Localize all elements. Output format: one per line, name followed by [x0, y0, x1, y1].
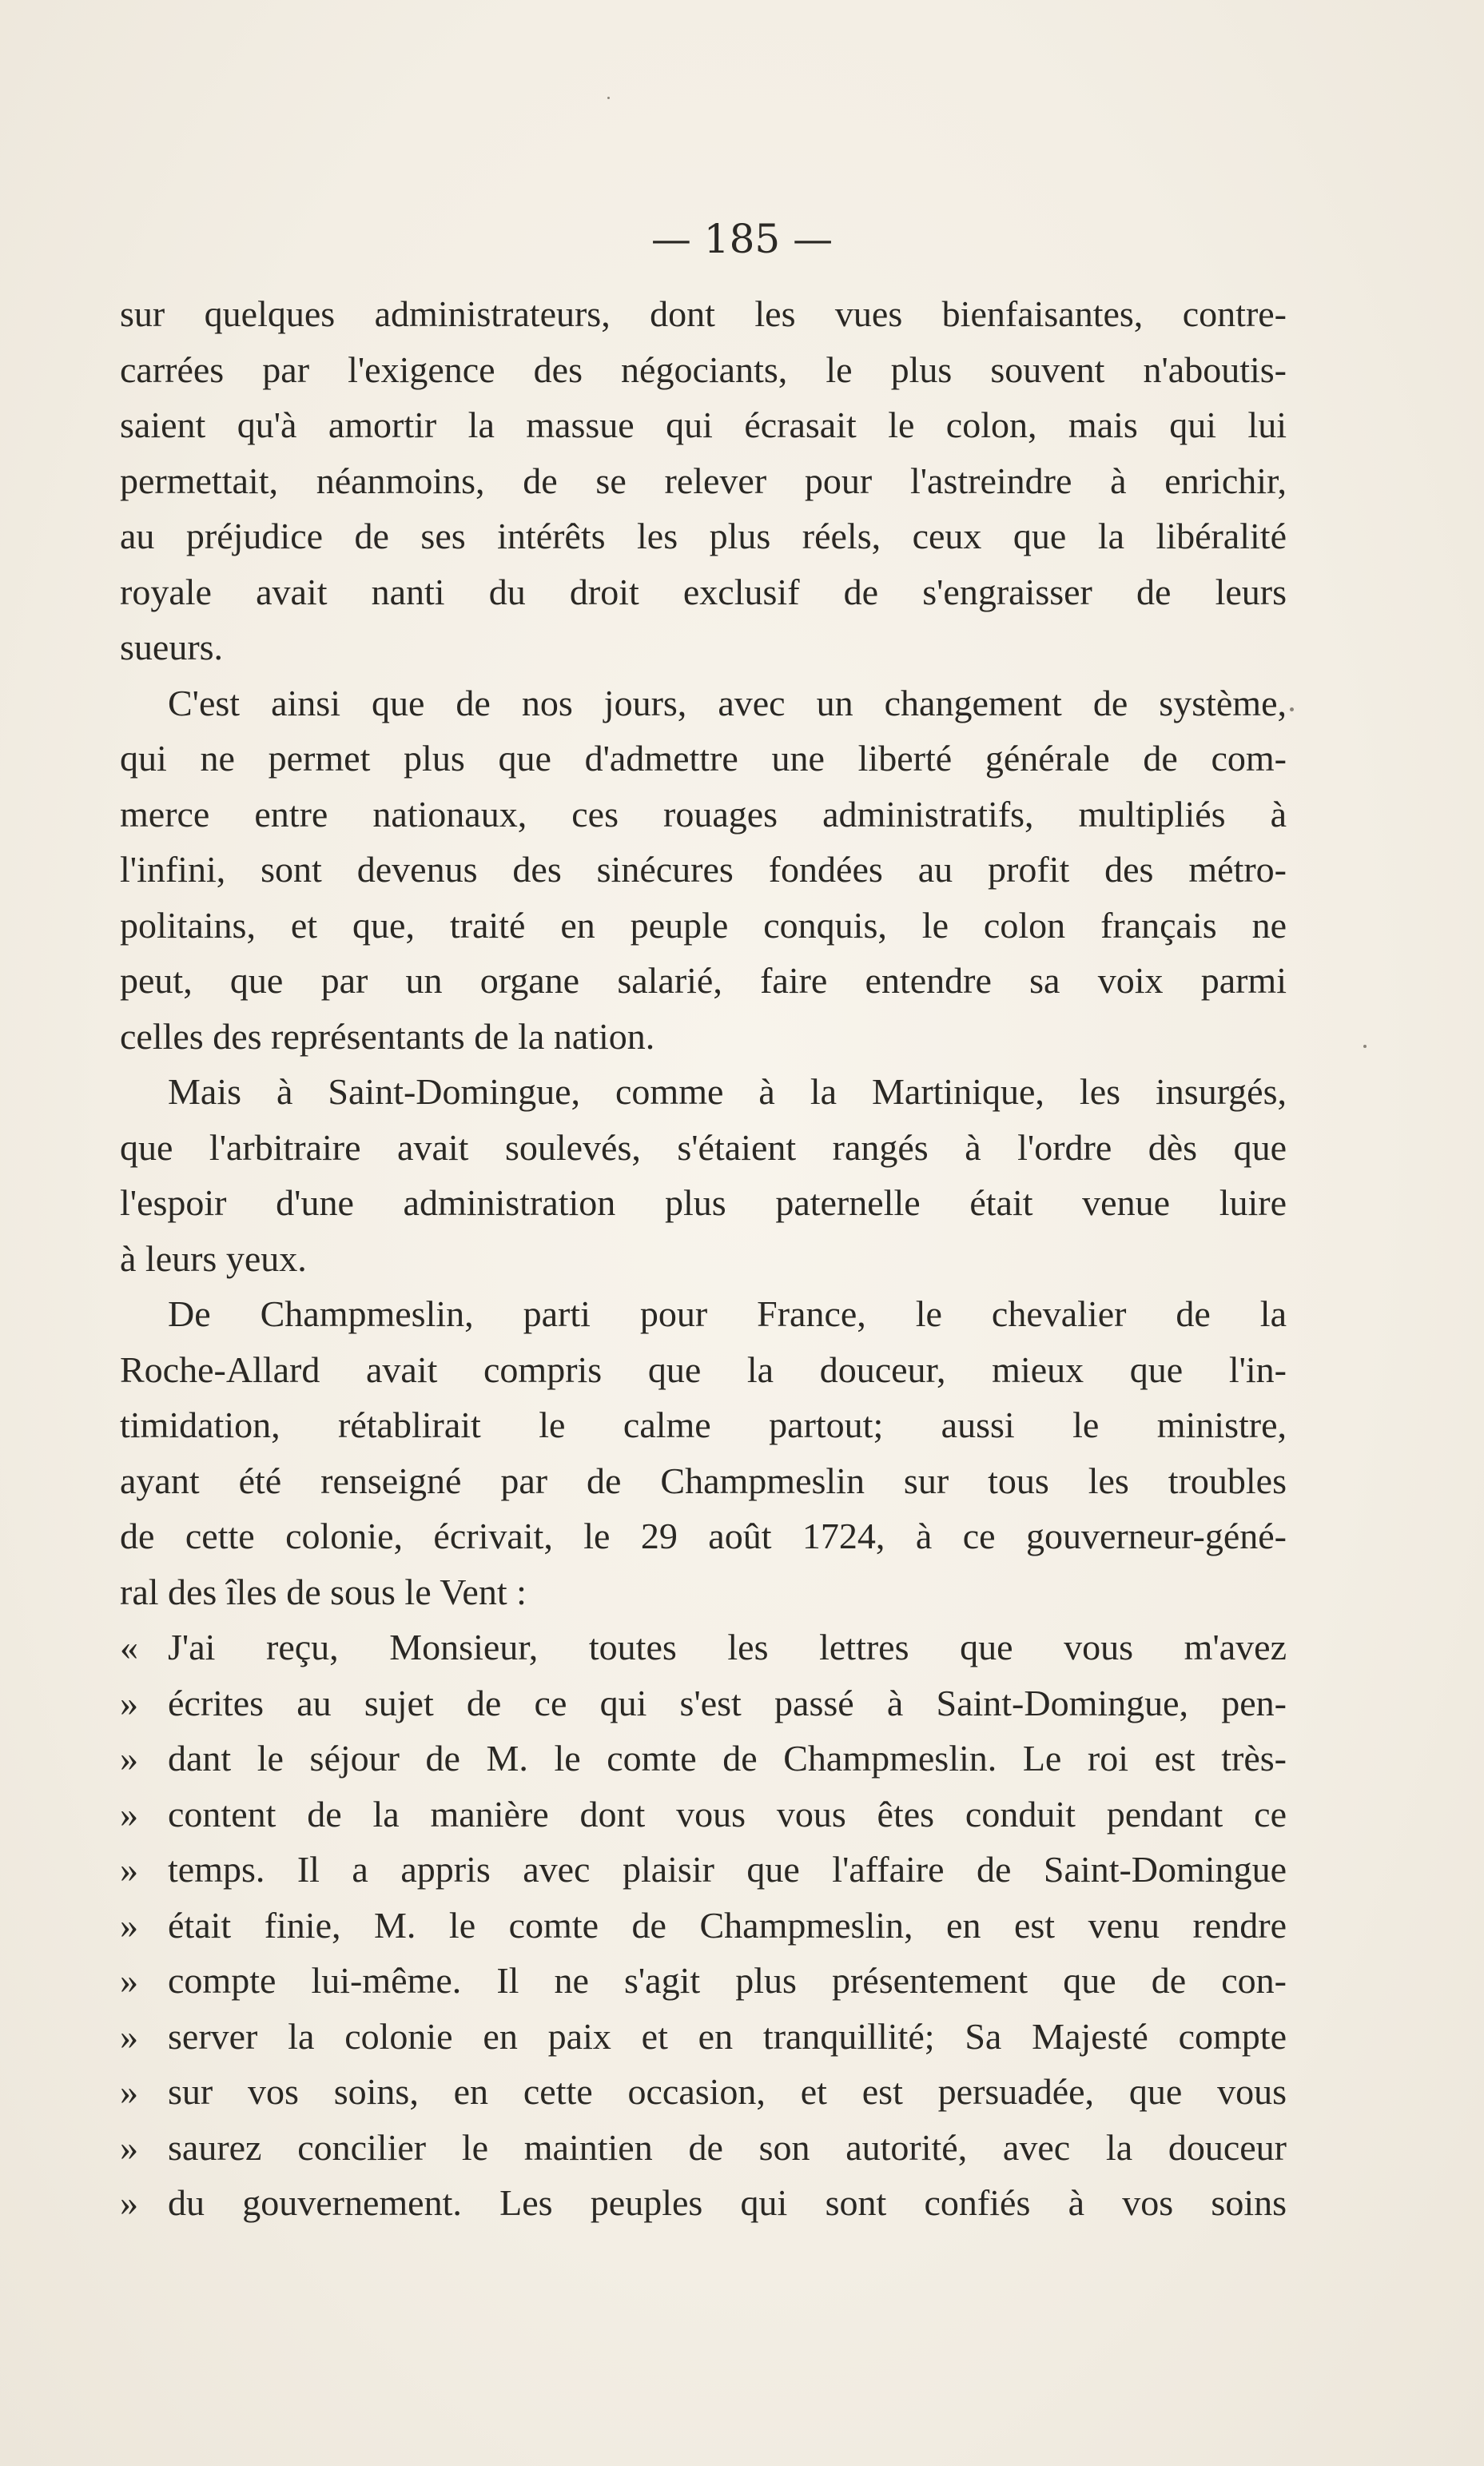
text-line: saient qu'à amortir la massue qui écrasait le colon, mais qui lui — [120, 404, 1287, 445]
text-line: de cette colonie, écrivait, le 29 août 1724, à ce gouverneur-géné- — [120, 1516, 1287, 1556]
quote-line — [120, 1731, 1287, 1787]
paragraph — [120, 286, 1287, 675]
text-line: que l'arbitraire avait soulevés, s'étaient rangés à l'ordre dès que — [120, 1126, 1287, 1168]
quote-mark: » — [120, 1960, 138, 2001]
paper-speck — [1363, 1045, 1367, 1048]
quote-mark: » — [120, 2015, 138, 2057]
quote-text: saurez concilier le maintien de son autorité, avec la douceur — [168, 2126, 1287, 2168]
quote-line — [120, 1842, 1287, 1898]
page-number: — 185 — — [650, 216, 834, 262]
paper-speck — [607, 97, 610, 99]
paragraph — [120, 1286, 1287, 1619]
quote-mark: » — [120, 1682, 138, 1723]
text-line: sur quelques administrateurs, dont les vues bienfaisantes, contre- — [120, 293, 1287, 334]
body-text — [120, 286, 1287, 2231]
quote-text: J'ai reçu, Monsieur, toutes les lettres que vous m'avez — [168, 1627, 1287, 1667]
quote-text: était finie, M. le comte de Champmeslin, en est venu rendre — [168, 1904, 1287, 1946]
quote-mark: « — [120, 1627, 138, 1667]
text-line: sueurs. — [120, 627, 224, 667]
text-line: merce entre nationaux, ces rouages administratifs, multipliés à — [120, 793, 1287, 835]
quote-text: server la colonie en paix et en tranquillité; Sa Majesté compte — [168, 2015, 1287, 2057]
quote-mark: » — [120, 1849, 138, 1890]
quote-mark: » — [120, 2071, 138, 2112]
quote-line — [120, 2009, 1287, 2065]
quote-line — [120, 2175, 1287, 2231]
text-line: C'est ainsi que de nos jours, avec un changement de système, — [168, 682, 1287, 723]
text-line: Roche-Allard avait compris que la douceur, mieux que l'in- — [120, 1349, 1287, 1390]
text-line: qui ne permet plus que d'admettre une liberté générale de com- — [120, 738, 1287, 779]
quote-mark: » — [120, 2126, 138, 2168]
text-line: à leurs yeux. — [120, 1237, 307, 1279]
quote-text: temps. Il a appris avec plaisir que l'affaire de Saint-Domingue — [168, 1849, 1287, 1890]
quote-text: du gouvernement. Les peuples qui sont confiés à vos soins — [168, 2182, 1287, 2223]
quote-text: écrites au sujet de ce qui s'est passé à Saint-Domingue, pen- — [168, 1682, 1287, 1723]
quote-mark: » — [120, 1793, 138, 1835]
text-line: De Champmeslin, parti pour France, le chevalier de la — [168, 1293, 1287, 1334]
text-line: ral des îles de sous le Vent : — [120, 1571, 527, 1612]
text-line: timidation, rétablirait le calme partout; aussi le ministre, — [120, 1404, 1287, 1445]
text-line: Mais à Saint-Domingue, comme à la Martinique, les insurgés, — [168, 1071, 1287, 1112]
quote-line — [120, 1675, 1287, 1731]
quote-line — [120, 1953, 1287, 2009]
text-line: ayant été renseigné par de Champmeslin sur tous les troubles — [120, 1460, 1287, 1501]
text-line: royale avait nanti du droit exclusif de s'engraisser de leurs — [120, 571, 1287, 612]
quote-mark: » — [120, 1738, 138, 1779]
text-line: au préjudice de ses intérêts les plus réels, ceux que la libéralité — [120, 516, 1287, 556]
quote-line — [120, 1619, 1287, 1675]
quote-text: dant le séjour de M. le comte de Champmeslin. Le roi est très- — [168, 1738, 1287, 1779]
paragraph — [120, 675, 1287, 1065]
text-line: l'espoir d'une administration plus paternelle était venue luire — [120, 1182, 1287, 1223]
quote-mark: » — [120, 1904, 138, 1946]
quote-line — [120, 1787, 1287, 1843]
quote-text: content de la manière dont vous vous êtes conduit pendant ce — [168, 1793, 1287, 1835]
quote-line — [120, 2120, 1287, 2176]
text-line: celles des représentants de la nation. — [120, 1015, 655, 1057]
quote-line — [120, 1898, 1287, 1954]
quote-line — [120, 2064, 1287, 2120]
quote-text: sur vos soins, en cette occasion, et est persuadée, que vous — [168, 2071, 1287, 2112]
text-line: l'infini, sont devenus des sinécures fondées au profit des métro- — [120, 849, 1287, 890]
quote-mark: » — [120, 2182, 138, 2223]
text-line: permettait, néanmoins, de se relever pour l'astreindre à enrichir, — [120, 460, 1287, 501]
quote-text: compte lui-même. Il ne s'agit plus présentement que de con- — [168, 1960, 1287, 2001]
text-line: carrées par l'exigence des négociants, le plus souvent n'aboutis- — [120, 349, 1287, 390]
quoted-letter — [120, 1619, 1287, 2231]
paragraph — [120, 1064, 1287, 1286]
text-line: peut, que par un organe salarié, faire entendre sa voix parmi — [120, 960, 1287, 1001]
paragraphs — [120, 286, 1287, 1619]
paper-speck — [1290, 707, 1294, 711]
text-line: politains, et que, traité en peuple conquis, le colon français ne — [120, 904, 1287, 946]
